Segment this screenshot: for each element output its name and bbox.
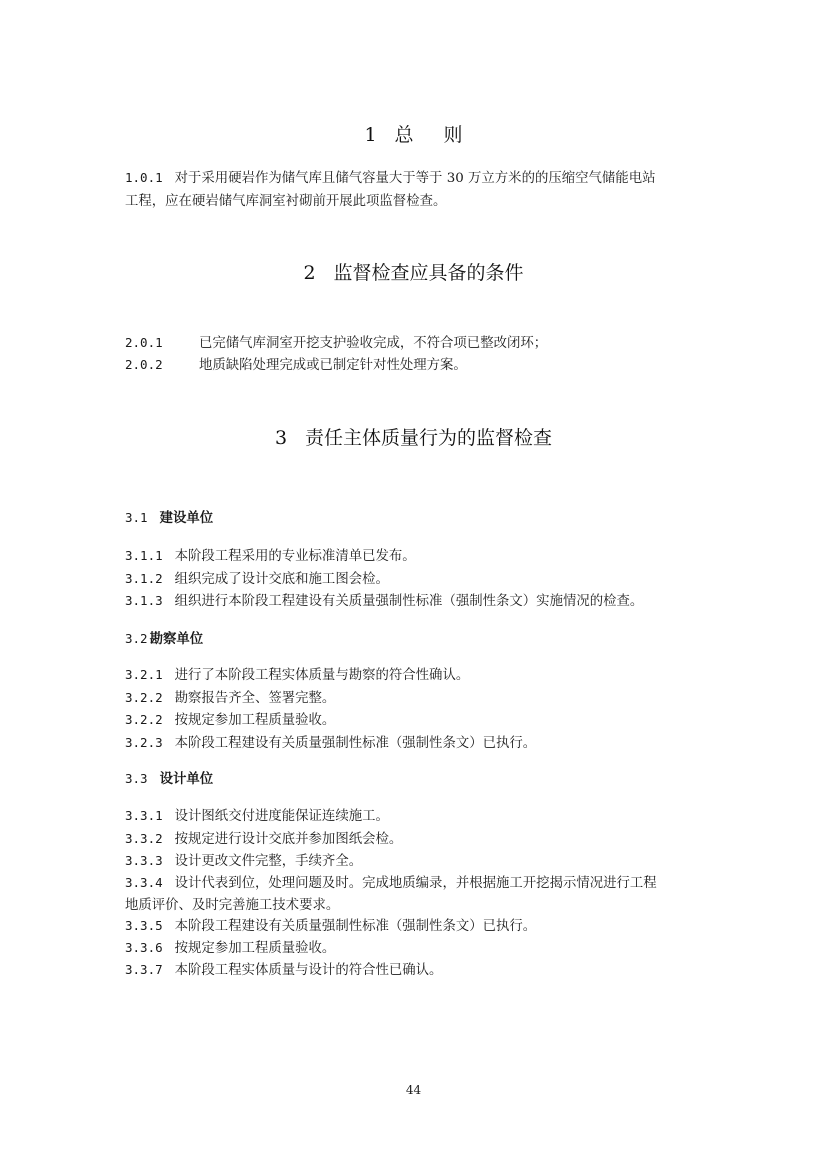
clause-3-3-4 [125, 872, 657, 891]
clause-text: 本阶段工程建设有关质量强制性标准（强制性条文）已执行。 [174, 919, 537, 934]
subsection-code: 3.1 [125, 510, 148, 525]
clause-text: 按规定参加工程质量验收。 [174, 941, 336, 956]
clause-text: 进行了本阶段工程实体质量与勘察的符合性确认。 [174, 668, 470, 683]
clause-code: 3.2.3 [125, 735, 163, 750]
clause-1-0-1 [125, 166, 655, 213]
subsection-code: 3.3 [125, 771, 148, 786]
clause-text: 已完储气库洞室开挖支护验收完成，不符合项已整改闭环； [199, 336, 548, 351]
section-title: 监督检查应具备的条件 [333, 262, 524, 284]
clause-3-3-6 [125, 937, 335, 956]
subsection-3-2-heading [125, 628, 203, 647]
section-number: 2 [303, 262, 316, 284]
clause-text-continued: 地质评价、及时完善施工技术要求。 [125, 898, 340, 913]
clause-text: 组织完成了设计交底和施工图会检。 [174, 572, 389, 587]
clause-code: 3.3.4 [125, 875, 163, 890]
clause-code: 3.1.1 [125, 548, 163, 563]
clause-3-1-1 [125, 545, 416, 564]
clause-code: 3.3.1 [125, 808, 163, 823]
clause-code: 3.3.2 [125, 831, 163, 846]
clause-code: 2.0.2 [125, 357, 163, 372]
clause-code: 3.3.3 [125, 853, 163, 868]
clause-text: 本阶段工程采用的专业标准清单已发布。 [174, 549, 416, 564]
clause-3-3-4-continued [125, 894, 339, 913]
clause-text: 本阶段工程实体质量与设计的符合性已确认。 [174, 963, 443, 978]
clause-text: 按规定参加工程质量验收。 [174, 713, 336, 728]
clause-3-1-3 [125, 590, 643, 609]
subsection-3-3-heading [125, 768, 213, 787]
clause-code: 3.1.3 [125, 593, 163, 608]
clause-3-3-7 [125, 959, 442, 978]
clause-text: 勘察报告齐全、签署完整。 [174, 691, 336, 706]
clause-code: 3.3.7 [125, 962, 163, 977]
clause-code: 3.1.2 [125, 571, 163, 586]
subsection-code: 3.2 [125, 631, 148, 646]
clause-code: 3.2.1 [125, 667, 163, 682]
clause-text: 设计更改文件完整，手续齐全。 [174, 854, 363, 869]
clause-text: 组织进行本阶段工程建设有关质量强制性标准（强制性条文）实施情况的检查。 [174, 594, 644, 609]
clause-3-3-2 [125, 828, 402, 847]
clause-code: 1.0.1 [125, 170, 163, 185]
clause-text: 设计代表到位，处理问题及时。完成地质编录，并根据施工开挖揭示情况进行工程 [174, 876, 657, 891]
subsection-3-1-heading [125, 507, 213, 526]
clause-3-2-2b [125, 709, 335, 728]
clause-text: 对于采用硬岩作为储气库且储气容量大于等于 30 万立方米的的压缩空气储能电站 [174, 171, 656, 186]
clause-code: 2.0.1 [125, 335, 163, 350]
section-title-part: 总 [394, 124, 444, 146]
clause-text: 地质缺陷处理完成或已制定针对性处理方案。 [199, 358, 467, 373]
clause-3-3-1 [125, 805, 389, 824]
clause-code: 3.2.2 [125, 690, 163, 705]
clause-code: 3.3.5 [125, 918, 163, 933]
section-2-heading [0, 258, 827, 285]
subsection-title: 建设单位 [159, 511, 214, 526]
section-3-heading [0, 423, 827, 450]
clause-code: 3.3.6 [125, 940, 163, 955]
clause-text: 按规定进行设计交底并参加图纸会检。 [174, 832, 403, 847]
subsection-title: 勘察单位 [149, 632, 204, 647]
clause-3-1-2 [125, 568, 389, 587]
subsection-title: 设计单位 [159, 772, 214, 787]
clause-text: 设计图纸交付进度能保证连续施工。 [174, 809, 389, 824]
clause-3-3-3 [125, 850, 362, 869]
clause-3-2-3 [125, 732, 536, 751]
clause-3-2-2 [125, 687, 335, 706]
clause-2-0-1 [125, 332, 547, 351]
clause-3-2-1 [125, 664, 469, 683]
section-title: 责任主体质量行为的监督检查 [305, 427, 553, 449]
clause-code: 3.2.2 [125, 712, 163, 727]
section-number: 1 [364, 124, 377, 146]
section-1-heading [0, 120, 827, 147]
clause-text: 本阶段工程建设有关质量强制性标准（强制性条文）已执行。 [174, 736, 537, 751]
section-number: 3 [274, 427, 288, 449]
section-title-part: 则 [443, 124, 463, 146]
clause-3-3-5 [125, 915, 536, 934]
clause-2-0-2 [125, 354, 467, 373]
page-number: 44 [405, 1083, 422, 1097]
clause-text-continued: 工程，应在硬岩储气库洞室衬砌前开展此项监督检查。 [125, 194, 447, 209]
